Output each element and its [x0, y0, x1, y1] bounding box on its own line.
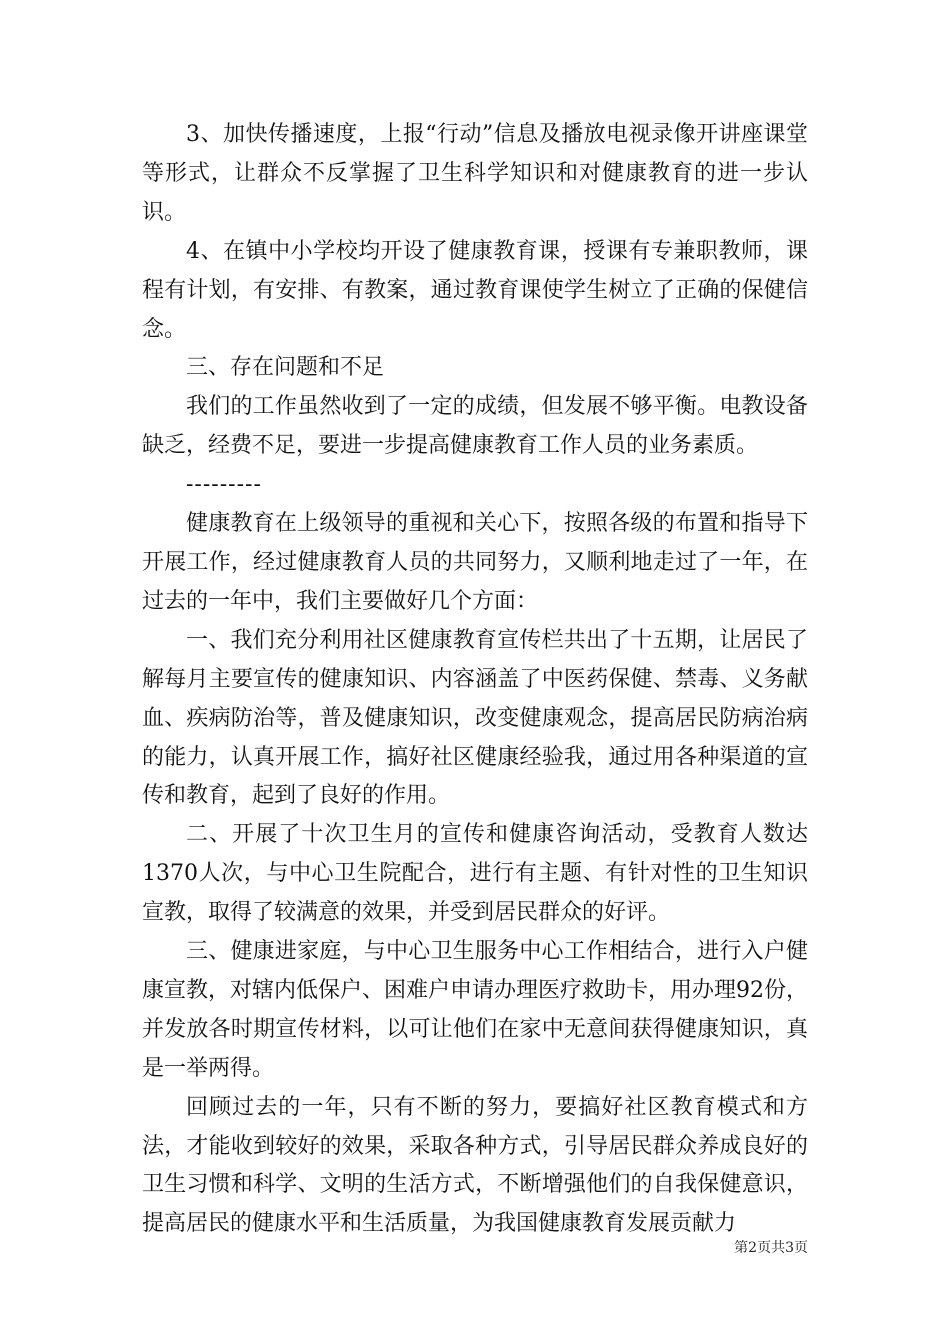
paragraph-point-one: 一、我们充分利用社区健康教育宣传栏共出了十五期，让居民了解每月主要宣传的健康知识、内容涵盖了中医药保健、禁毒、义务献血、疾病防治等，普及健康知识，改变健康观念，提高居民防病治病的能力，认真开展工作，搞好社区健康经验我，通过用各种渠道的宣传和教育，起到了良好的作用。: [142, 627, 808, 809]
paragraph-point-two: 二、开展了十次卫生月的宣传和健康咨询活动，受教育人数达1370人次，与中心卫生院配合，进行有主题、有针对性的卫生知识宣教，取得了较满意的效果，并受到居民群众的好评。: [142, 822, 808, 926]
paragraph-point-three: 三、健康进家庭，与中心卫生服务中心工作相结合，进行入户健康宣教，对辖内低保户、困难户申请办理医疗救助卡，用办理92份，并发放各时期宣传材料，以可让他们在家中无意间获得健康知识，真是一举两得。: [142, 939, 808, 1081]
section-heading-problems: 三、存在问题和不足: [186, 355, 385, 381]
section-divider: ---------: [186, 472, 262, 498]
paragraph-review: 回顾过去的一年，只有不断的努力，要搞好社区教育模式和方法，才能收到较好的效果，采取各种方式，引导居民群众养成良好的卫生习惯和科学、文明的生活方式，不断增强他们的自我保健意识，提高居民的健康水平和生活质量，为我国健康教育发展贡献力: [142, 1094, 808, 1237]
paragraph-problems: 我们的工作虽然收到了一定的成绩，但发展不够平衡。电教设备缺乏，经费不足，要进一步提高健康教育工作人员的业务素质。: [142, 394, 808, 459]
paragraph-item-3: 3、加快传播速度，上报“行动”信息及播放电视录像开讲座课堂等形式，让群众不反掌握了卫生科学知识和对健康教育的进一步认识。: [142, 122, 808, 225]
page-number: 第2页共3页: [734, 1240, 808, 1256]
paragraph-item-4: 4、在镇中小学校均开设了健康教育课，授课有专兼职教师，课程有计划，有安排、有教案，通过教育课使学生树立了正确的保健信念。: [142, 238, 808, 342]
paragraph-intro: 健康教育在上级领导的重视和关心下，按照各级的布置和指导下开展工作，经过健康教育人员的共同努力，又顺利地走过了一年，在过去的一年中，我们主要做好几个方面：: [142, 511, 808, 614]
document-body: [142, 116, 808, 1244]
